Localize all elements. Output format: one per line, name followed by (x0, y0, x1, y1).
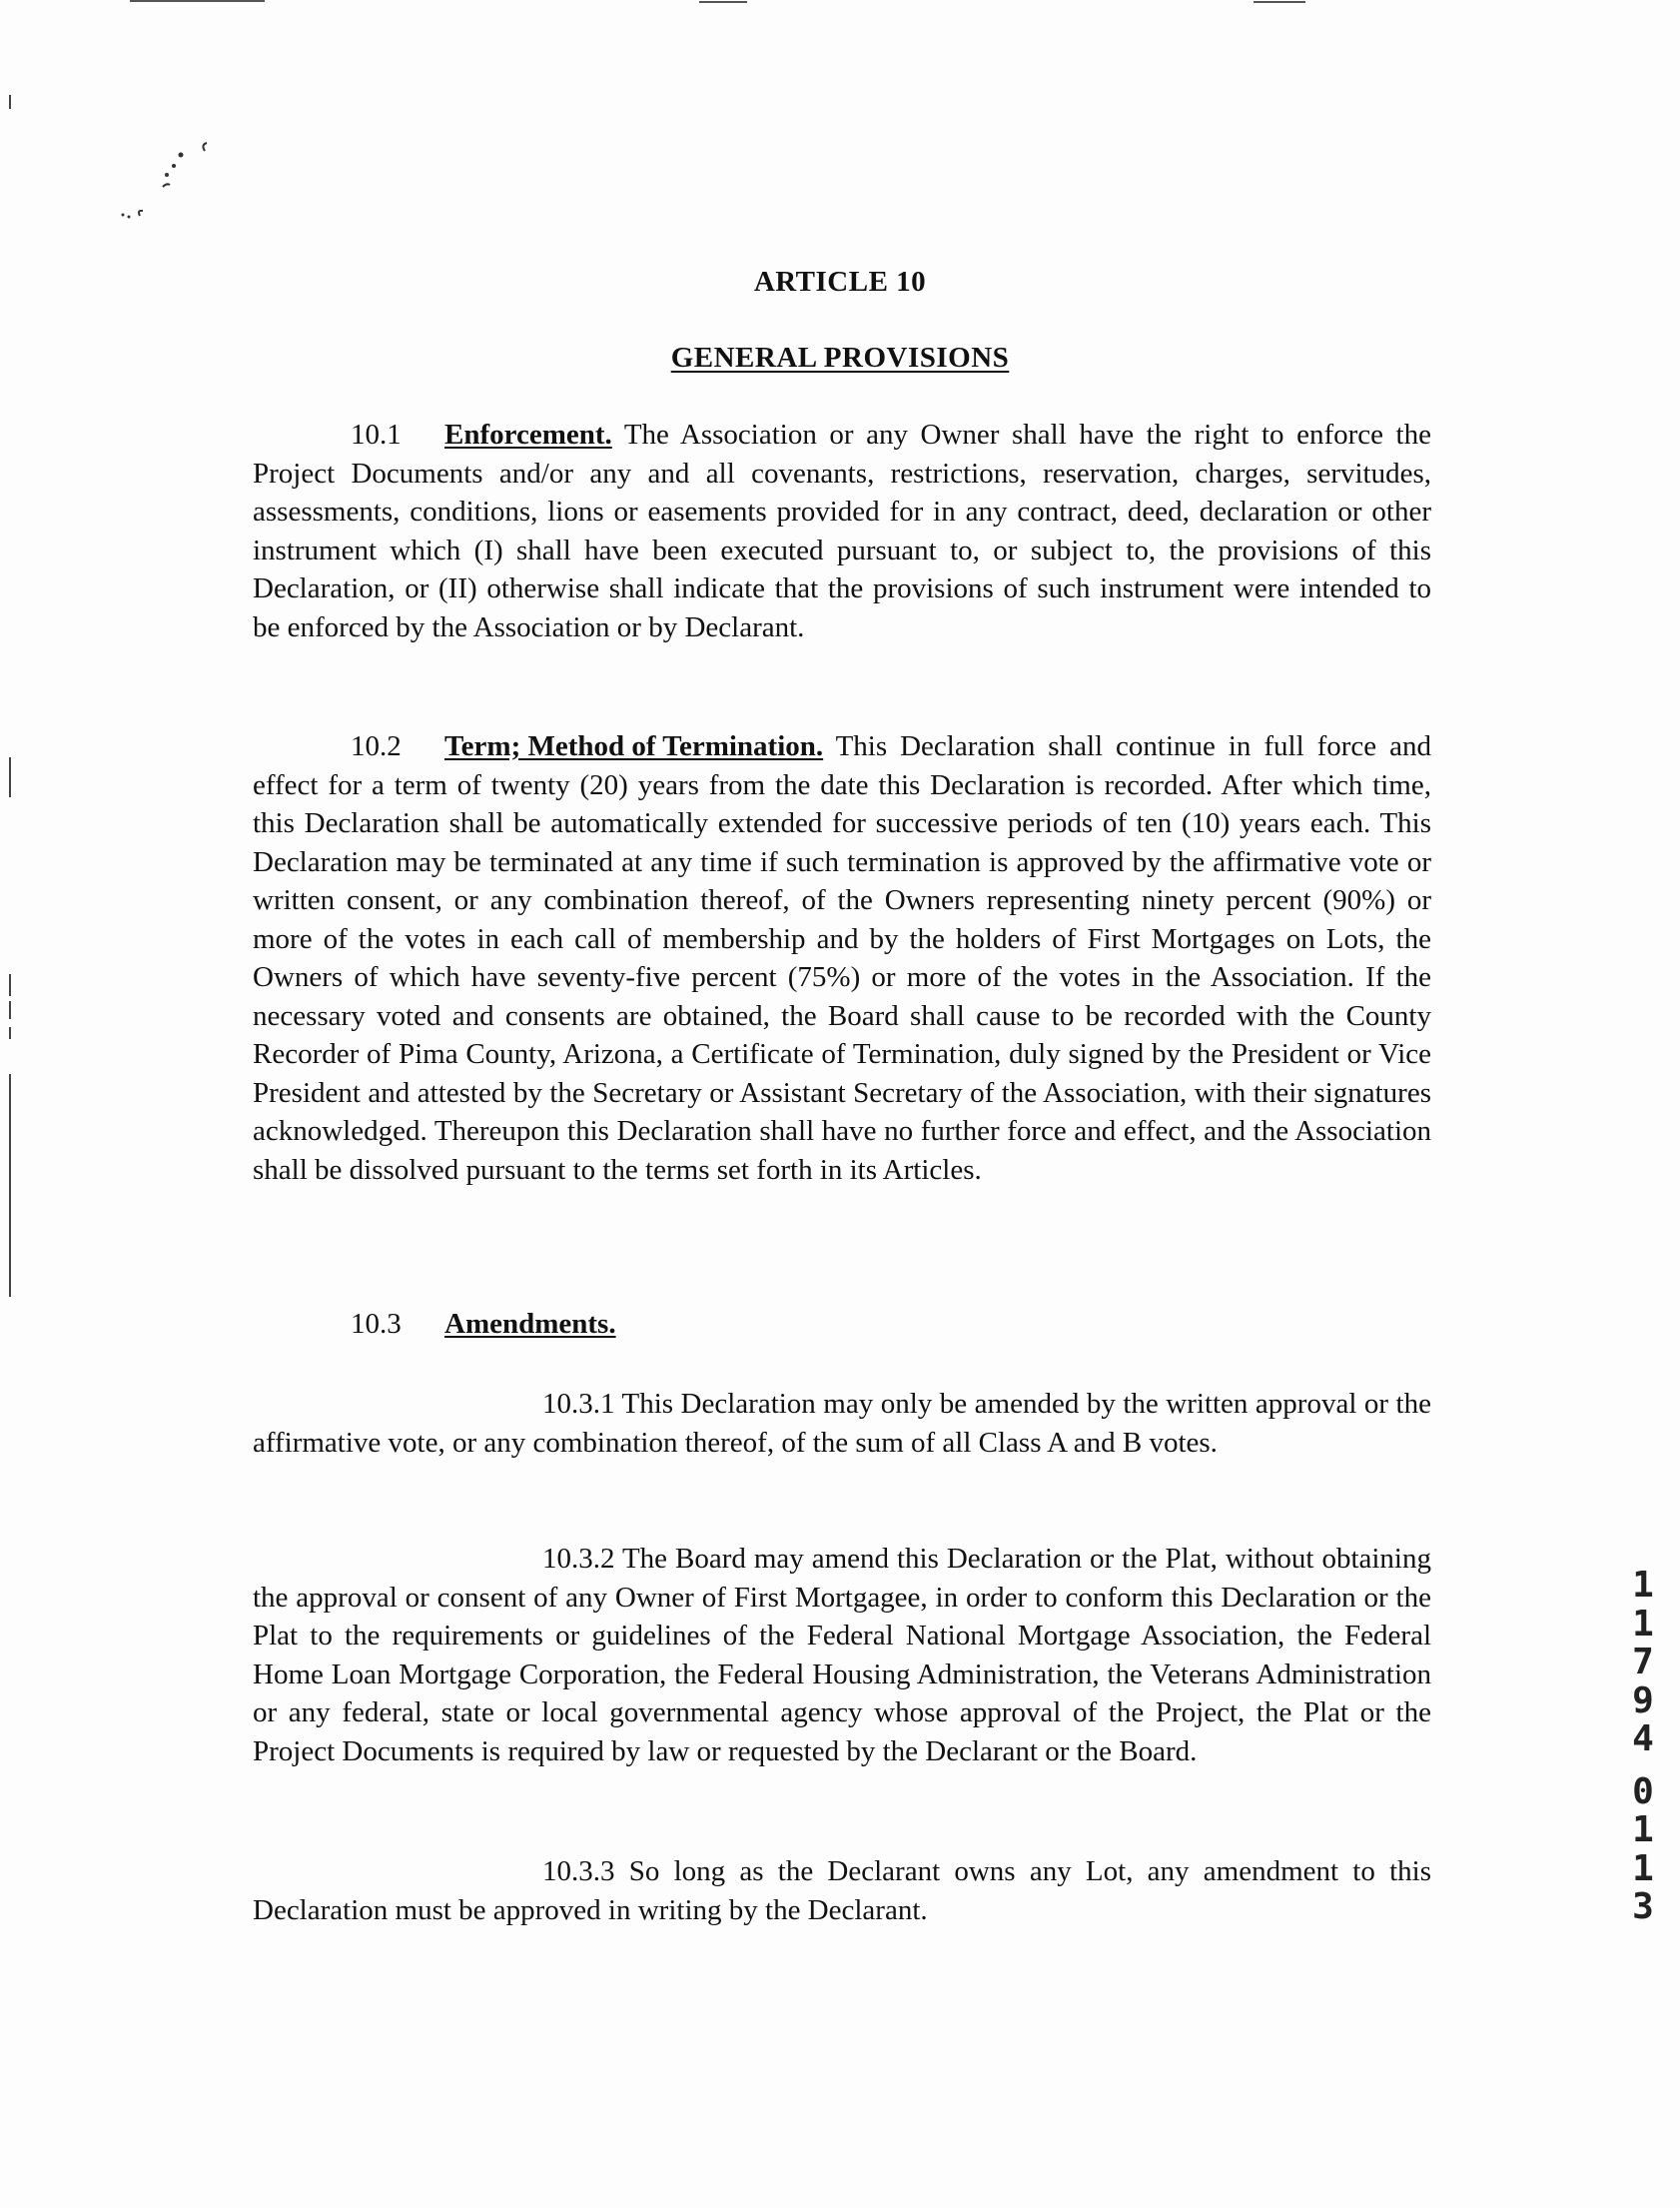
section-10-3-3 (253, 1852, 1431, 1929)
stamp-digit: 3 (1632, 1886, 1654, 1927)
article-title: GENERAL PROVISIONS (670, 342, 1010, 374)
stamp-digit: 1 (1632, 1565, 1654, 1606)
section-number: 10.1 (351, 419, 402, 451)
scan-specks (115, 135, 235, 235)
section-number: 10.3.2 (542, 1543, 615, 1575)
section-number: 10.3 (351, 1308, 402, 1340)
margin-mark (9, 95, 11, 109)
section-10-3 (253, 1305, 1431, 1344)
section-title: Term; Method of Termination. (444, 730, 824, 762)
section-title: Enforcement. (444, 419, 612, 451)
stamp-digit: 7 (1632, 1642, 1654, 1682)
section-text: The Board may amend this Declaration or the Plat, without obtaining the approval or consent of any Owner of First Mortgagee, in order to conform this Declaration or the Plat to the requirements or guidelines of the Federal National Mortgage Association, the Federal Home Loan Mortgage Corporation, the Federal Housing Administration, the Veterans Administration or any federal, state or local governmental agency whose approval of the Project, the Plat or the Project Documents is required by law or requested by the Declarant or the Board. (253, 1543, 1431, 1767)
stamp-digit: 1 (1632, 1809, 1654, 1850)
section-10-3-1 (253, 1385, 1431, 1462)
section-10-3-2 (253, 1540, 1431, 1770)
margin-mark (9, 1197, 11, 1297)
section-number: 10.3.1 (542, 1388, 615, 1420)
stamp-digit: 1 (1632, 1847, 1654, 1889)
section-text: The Association or any Owner shall have the right to enforce the Project Documents and/or any and all covenants, restrictions, reservation, charges, servitudes, assessments, conditions, lions or easements provided for in any contract, deed, declaration or other instrument which (I) shall have been executed pursuant to, or subject to, the provisions of this Declaration, or (II) otherwise shall indicate that the provisions of such instrument were intended to be enforced by the Association or by Declarant. (253, 419, 1431, 643)
scan-line-center (699, 1, 747, 3)
margin-mark (9, 1001, 11, 1019)
section-text: This Declaration shall continue in full force and effect for a term of twenty (20) years from the date this Declaration is recorded. After which time, this Declaration shall be automatically extended for successive periods of ten (10) years each. This Declaration may be terminated at any time if such termination is approved by the affirmative vote or written consent, or any combination thereof, of the Owners representing ninety percent (90%) or more of the votes in each call of membership and by the holders of First Mortgages on Lots, the Owners of which have seventy-five percent (75%) or more of the votes in the Association. If the necessary voted and consents are obtained, the Board shall cause to be recorded with the County Recorder of Pima County, Arizona, a Certificate of Termination, duly signed by the President or Vice President and attested by the Secretary or Assistant Secretary of the Association, with their signatures acknowledged. Thereupon this Declaration shall have no further force and effect, and the Association shall be dissolved pursuant to the terms set forth in its Articles. (253, 730, 1431, 1186)
section-title: Amendments. (444, 1308, 616, 1340)
scan-line-right (1254, 1, 1305, 3)
article-number: ARTICLE 10 (753, 266, 927, 298)
section-text: So long as the Declarant owns any Lot, any amendment to this Declaration must be approved in writing by the Declarant. (253, 1855, 1431, 1926)
stamp-digit: 1 (1632, 1603, 1654, 1645)
margin-mark (9, 757, 11, 797)
margin-mark (9, 974, 11, 996)
recording-stamp (1623, 1567, 1663, 1927)
section-number: 10.3.3 (542, 1855, 615, 1887)
stamp-digit: 4 (1632, 1718, 1654, 1759)
margin-mark (9, 1027, 11, 1039)
scan-line-left (130, 0, 265, 2)
section-10-2 (253, 727, 1431, 1189)
section-10-1 (253, 416, 1431, 646)
section-text: This Declaration may only be amended by the written approval or the affirmative vote, or any combination thereof, of the sum of all Class A and B votes. (253, 1388, 1431, 1459)
stamp-digit: 0 (1632, 1770, 1654, 1812)
section-number: 10.2 (351, 730, 402, 762)
stamp-digit: 9 (1632, 1679, 1654, 1721)
